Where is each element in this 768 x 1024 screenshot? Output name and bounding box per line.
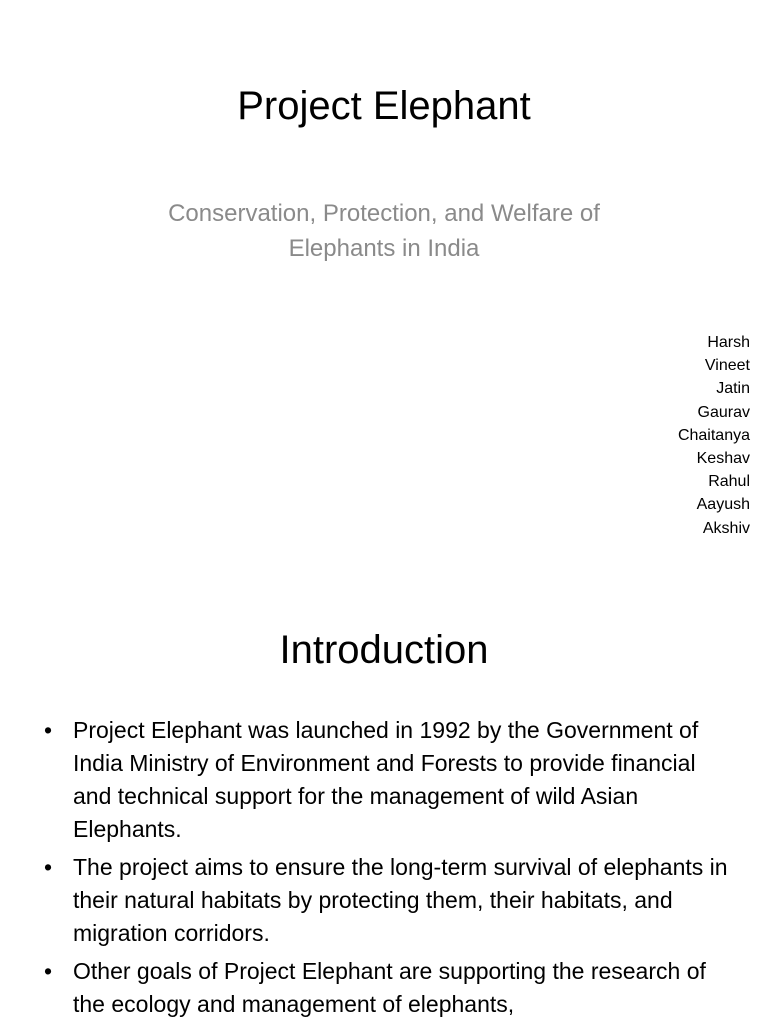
bullet-text: The project aims to ensure the long-term survival of elephants in their natural habitats by protecting them, their habitats, and migration corridors. <box>73 854 728 946</box>
author-name: Rahul <box>708 473 750 491</box>
bullet-text: Other goals of Project Elephant are supporting the research of the ecology and management of elephants, <box>73 958 706 1017</box>
author-name: Harsh <box>707 334 750 351</box>
bullet-text: Project Elephant was launched in 1992 by the Government of India Ministry of Environment and Forests to provide financial and technical support for the management of wild Asian Elephants. <box>73 717 699 842</box>
author-name: Aayush <box>696 496 750 514</box>
bullet-item <box>40 714 730 846</box>
presentation-title: Project Elephant <box>237 84 531 128</box>
bullet-icon: • <box>44 958 53 984</box>
author-name: Chaitanya <box>677 426 750 444</box>
author-name: Vineet <box>704 357 750 375</box>
slide-introduction <box>0 576 768 1024</box>
bullet-icon: • <box>44 854 53 880</box>
author-name: Gaurav <box>697 403 750 421</box>
author-name: Akshiv <box>702 519 750 537</box>
bullet-icon: • <box>44 717 53 743</box>
author-list <box>678 331 750 540</box>
author-name: Keshav <box>696 450 750 468</box>
section-title: Introduction <box>279 628 489 672</box>
presentation-subtitle: Conservation, Protection, and Welfare of Elephants in India <box>168 200 600 262</box>
author-name: Jatin <box>716 380 750 398</box>
bullet-item <box>40 955 730 1021</box>
bullet-item <box>40 851 730 950</box>
bullet-list <box>40 714 730 1024</box>
